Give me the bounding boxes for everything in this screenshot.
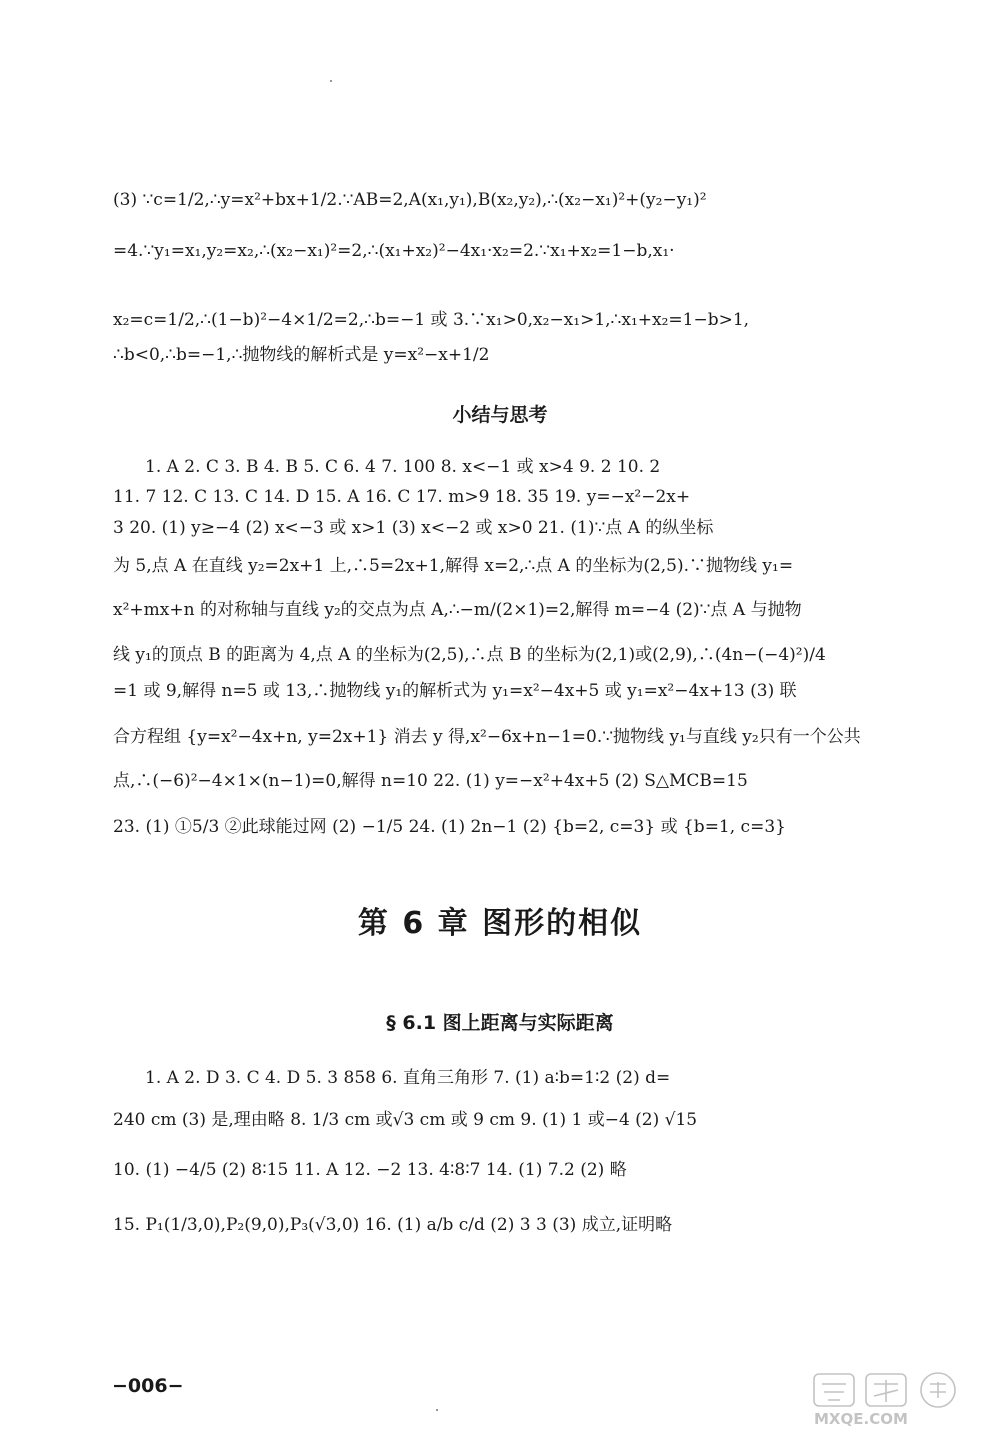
answer-line: 为 5,点 A 在直线 y₂=2x+1 上,∴5=2x+1,解得 x=2,∴点 A 的坐标为(2,5).∵抛物线 y₁= [113, 556, 794, 576]
page-number: −006− [112, 1375, 184, 1397]
answer-line: 线 y₁的顶点 B 的距离为 4,点 A 的坐标为(2,5),∴点 B 的坐标为(2,1)或(2,9),∴(4n−(−4)²)/4 [113, 645, 826, 665]
answer-line: 11. 7 12. C 13. C 14. D 15. A 16. C 17. m>9 18. 35 19. y=−x²−2x+ [113, 487, 691, 507]
answer-line: (3) ∵c=1/2,∴y=x²+bx+1/2.∵AB=2,A(x₁,y₁),B(x₂,y₂),∴(x₂−x₁)²+(y₂−y₁)² [113, 190, 707, 210]
answer-line: x²+mx+n 的对称轴与直线 y₂的交点为点 A,∴−m/(2×1)=2,解得 m=−4 (2)∵点 A 与抛物 [113, 600, 802, 620]
scan-speck [330, 80, 332, 82]
answer-line: ∴b<0,∴b=−1,∴抛物线的解析式是 y=x²−x+1/2 [113, 345, 490, 365]
watermark-logo [810, 1370, 980, 1428]
answer-line: 23. (1) ①5/3 ②此球能过网 (2) −1/5 24. (1) 2n−1 (2) {b=2, c=3} 或 {b=1, c=3} [113, 817, 786, 837]
chapter-title: 第 6 章 图形的相似 [357, 906, 643, 941]
answer-line: 10. (1) −4/5 (2) 8∶15 11. A 12. −2 13. 4∶8∶7 14. (1) 7.2 (2) 略 [113, 1160, 627, 1180]
answer-line: 1. A 2. C 3. B 4. B 5. C 6. 4 7. 100 8. x<−1 或 x>4 9. 2 10. 2 [145, 457, 661, 477]
answer-line: x₂=c=1/2,∴(1−b)²−4×1/2=2,∴b=−1 或 3.∵x₁>0,x₂−x₁>1,∴x₁+x₂=1−b>1, [113, 310, 750, 330]
section-heading-6-1: § 6.1 图上距离与实际距离 [386, 1012, 614, 1034]
answer-line: 15. P₁(1/3,0),P₂(9,0),P₃(√3,0) 16. (1) a/b c/d (2) 3 3 (3) 成立,证明略 [113, 1215, 673, 1235]
answer-line: =1 或 9,解得 n=5 或 13,∴抛物线 y₁的解析式为 y₁=x²−4x+5 或 y₁=x²−4x+13 (3) 联 [113, 681, 797, 701]
answer-line: =4.∵y₁=x₁,y₂=x₂,∴(x₂−x₁)²=2,∴(x₁+x₂)²−4x₁·x₂=2.∵x₁+x₂=1−b,x₁· [113, 241, 675, 261]
section-heading-summary: 小结与思考 [452, 404, 548, 426]
answer-line: 3 20. (1) y≥−4 (2) x<−3 或 x>1 (3) x<−2 或 x>0 21. (1)∵点 A 的纵坐标 [113, 518, 714, 538]
answer-line: 240 cm (3) 是,理由略 8. 1/3 cm 或√3 cm 或 9 cm 9. (1) 1 或−4 (2) √15 [113, 1110, 698, 1130]
svg-text:MXQE.COM: MXQE.COM [814, 1410, 908, 1428]
answer-line: 1. A 2. D 3. C 4. D 5. 3 858 6. 直角三角形 7. (1) a∶b=1∶2 (2) d= [145, 1068, 671, 1088]
answer-line: 点,∴(−6)²−4×1×(n−1)=0,解得 n=10 22. (1) y=−x²+4x+5 (2) S△MCB=15 [113, 771, 748, 791]
scan-speck [436, 1409, 438, 1411]
answer-line: 合方程组 {y=x²−4x+n, y=2x+1} 消去 y 得,x²−6x+n−1=0.∵抛物线 y₁与直线 y₂只有一个公共 [113, 727, 861, 747]
